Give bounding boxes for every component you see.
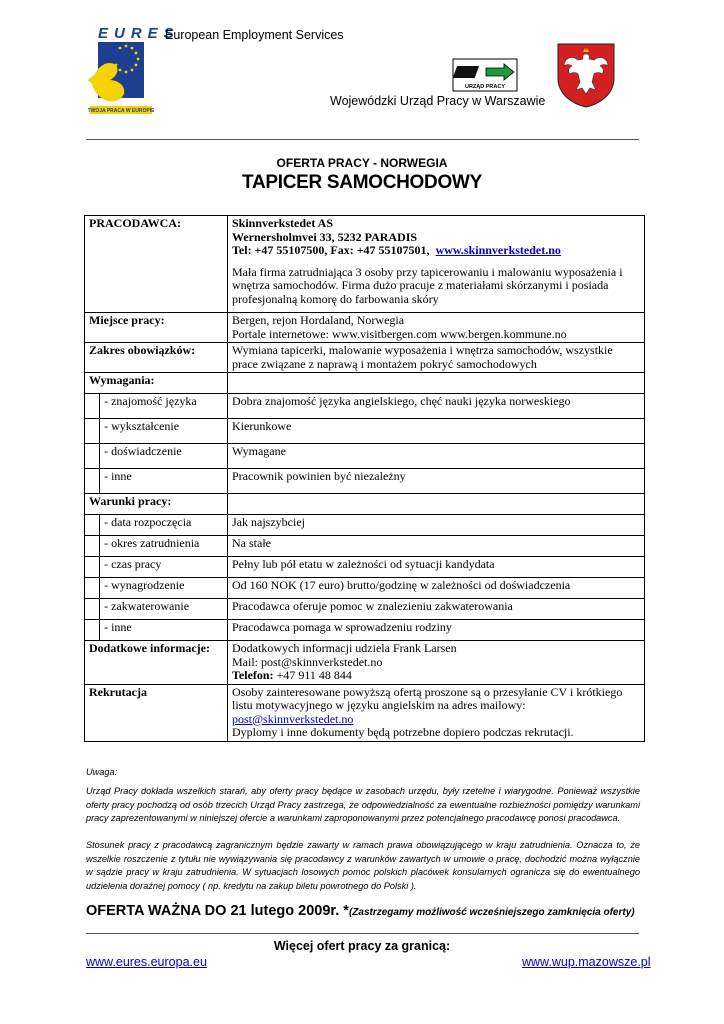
- header-divider: [86, 139, 639, 140]
- phone-label: Telefon:: [232, 668, 274, 682]
- employer-contact: [232, 244, 640, 258]
- requirements-label: Wymagania:: [85, 373, 228, 394]
- workplace-value: [228, 313, 645, 343]
- requirement-value: Pracownik powinien być niezależny: [228, 469, 645, 494]
- table-row: [85, 419, 645, 444]
- condition-key: - okres zatrudnienia: [100, 536, 228, 557]
- offer-subtitle: OFERTA PRACY - NORWEGIA: [276, 156, 448, 170]
- duties-label: Zakres obowiązków:: [85, 343, 228, 373]
- condition-value: Pracodawca pomaga w sprowadzeniu rodziny: [228, 620, 645, 641]
- more-offers-heading: Więcej ofert pracy za granicą:: [273, 939, 451, 953]
- table-row: [85, 557, 645, 578]
- mazowsze-coat-of-arms: [556, 42, 616, 108]
- wup-name: Wojewódzki Urząd Pracy w Warszawie: [330, 94, 546, 108]
- additional-phone: [232, 669, 640, 683]
- requirement-value: Wymagane: [228, 444, 645, 469]
- notes-paragraph-2: Stosunek pracy z pracodawcą zagranicznym będzie zawarty w ramach prawa obowiązującego w kraju zatrudnienia. Oznacza to, że wszelkie roszczenie z tytułu nie wywiązywania się pracodawcy z warunków zawartych w umowie o pracę, dochodzić można wyłącznie w sądzie pracy w kraju zatrudnienia. W sytuacjach losowych pomoc polskich placówek konsularnych ogranicza się do ewentualnego udzielenia doraźnej pomocy ( np. kredytu na zakup biletu powrotnego do Polski ).: [86, 840, 640, 891]
- table-row: [85, 469, 645, 494]
- eures-motto: TWOJA PRACA W EUROPIE: [88, 108, 154, 114]
- table-row: [85, 515, 645, 536]
- employer-phone-fax: Tel: +47 55107500, Fax: +47 55107501,: [232, 243, 430, 257]
- requirement-key: - inne: [100, 469, 228, 494]
- additional-value: [228, 641, 645, 685]
- workplace-label: Miejsce pracy:: [85, 313, 228, 343]
- workplace-location: Bergen, rejon Hordaland, Norwegia: [232, 313, 405, 327]
- requirement-value: Dobra znajomość języka angielskiego, chęć nauki języka norweskiego: [228, 394, 645, 419]
- employer-address: Wernersholmvei 33, 5232 PARADIS: [232, 229, 418, 244]
- table-row: [85, 444, 645, 469]
- duties-value: Wymiana tapicerki, malowanie wyposażenia i wnętrza samochodów, wszystkie prace związane z naprawą i montażem pokryć samochodowych: [228, 343, 645, 373]
- notes-paragraph-1: Urząd Pracy dokłada wszelkich starań, aby oferty pracy będące w zasobach urzędu, były rzetelne i wiarygodne. Ponieważ wszystkie oferty pracy pochodzą od osób trzecich Urząd Pracy zastrzega, że odpowiedzialność za ewentualne rozbieżności pomiędzy warunkami pracy zaprezentowanymi w niniejszej ofercie a warunkami zaproponowanymi przez potencjalnego pracodawcę ponosi pracodawca.: [86, 786, 640, 823]
- requirement-key: - znajomość języka: [100, 394, 228, 419]
- row-additional: [85, 641, 645, 685]
- additional-label: Dodatkowe informacje:: [85, 641, 228, 685]
- requirement-value: Kierunkowe: [228, 419, 645, 444]
- additional-contact-person: Dodatkowych informacji udziela Frank Larsen: [232, 641, 457, 655]
- wup-link[interactable]: www.wup.mazowsze.pl: [522, 955, 651, 969]
- condition-value: Od 160 NOK (17 euro) brutto/godzinę w zależności od doświadczenia: [228, 578, 645, 599]
- row-employer: [85, 216, 645, 313]
- offer-table: [84, 215, 645, 742]
- row-conditions-header: [85, 494, 645, 515]
- recruitment-value: [228, 684, 645, 741]
- urzad-pracy-logo-text: URZĄD PRACY: [464, 84, 506, 90]
- requirement-key: - wykształcenie: [100, 419, 228, 444]
- employer-label: PRACODAWCA:: [85, 216, 228, 313]
- validity-reservation: Zastrzegamy możliwość wcześniejszego zamknięcia oferty): [352, 907, 635, 918]
- offer-validity: [86, 903, 635, 919]
- footer-divider: [86, 933, 639, 934]
- condition-value: Na stałe: [228, 536, 645, 557]
- eures-wordmark: EURES: [98, 25, 180, 42]
- recruitment-email-link[interactable]: post@skinnverkstedet.no: [232, 711, 354, 726]
- employer-description: Mała firma zatrudniająca 3 osoby przy tapicerowaniu i malowaniu wyposażenia i wnętrza samochodów. Firma dużo pracuje z materiałami skórzanymi i posiada profesjonalną komorę do farbowania skóry: [232, 264, 623, 306]
- employer-website-link[interactable]: www.skinnverkstedet.no: [435, 243, 561, 257]
- recruitment-label: Rekrutacja: [85, 684, 228, 741]
- condition-value: Pracodawca oferuje pomoc w znalezieniu zakwaterowania: [228, 599, 645, 620]
- condition-key: - zakwaterowanie: [100, 599, 228, 620]
- employer-name: Skinnverkstedet AS: [232, 216, 334, 230]
- row-requirements-header: [85, 373, 645, 394]
- additional-mail: Mail: post@skinnverkstedet.no: [232, 654, 383, 669]
- condition-key: - czas pracy: [100, 557, 228, 578]
- condition-value: Pełny lub pół etatu w zależności od sytuacji kandydata: [228, 557, 645, 578]
- workplace-portals: Portale internetowe: www.visitbergen.com www.bergen.kommune.no: [232, 326, 567, 341]
- table-row: [85, 536, 645, 557]
- job-title: TAPICER SAMOCHODOWY: [242, 172, 482, 193]
- requirement-key: - doświadczenie: [100, 444, 228, 469]
- validity-paren: (: [348, 907, 353, 918]
- conditions-label: Warunki pracy:: [85, 494, 228, 515]
- table-row: [85, 578, 645, 599]
- eures-link[interactable]: www.eures.europa.eu: [86, 955, 207, 969]
- condition-key: - wynagrodzenie: [100, 578, 228, 599]
- row-workplace: [85, 313, 645, 343]
- condition-key: - data rozpoczęcia: [100, 515, 228, 536]
- row-duties: [85, 343, 645, 373]
- condition-key: - inne: [100, 620, 228, 641]
- recruitment-text: Osoby zainteresowane powyższą ofertą proszone są o przesyłanie CV i krótkiego listu motywacyjnego w języku angielskim na adres mailowy:: [232, 684, 623, 712]
- table-row: [85, 394, 645, 419]
- condition-value: Jak najszybciej: [228, 515, 645, 536]
- table-row: [85, 620, 645, 641]
- phone-number: +47 911 48 844: [273, 668, 352, 682]
- table-row: [85, 599, 645, 620]
- validity-main: OFERTA WAŻNA DO 21 lutego 2009r. *: [86, 903, 349, 919]
- ees-title: European Employment Services: [165, 28, 344, 42]
- recruitment-note: Dyplomy i inne dokumenty będą potrzebne dopiero podczas rekrutacji.: [232, 725, 574, 739]
- employer-details: [228, 216, 645, 313]
- row-recruitment: [85, 684, 645, 741]
- notes-heading: Uwaga:: [86, 767, 118, 777]
- urzad-pracy-logo: [452, 58, 518, 92]
